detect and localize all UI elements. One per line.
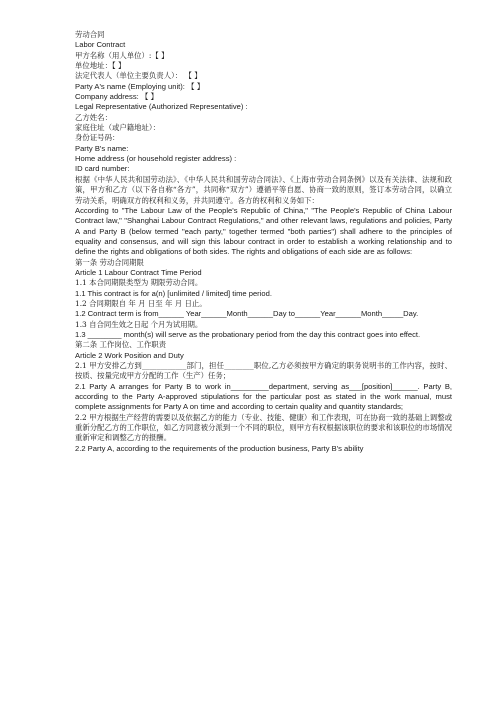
clause-2-1-en: 2.1 Party A arranges for Party B to work in_________department, serving as___[position]______. Party B, according to the Party A-approved stipulations for the particular post as stated in the work manual, must complete assignments for Party A on time and according to certain quality and quantity standards;: [75, 381, 452, 412]
title-en: Labor Contract: [75, 40, 126, 50]
clause-1-1-cn: 1.1 本合同期限类型为 期限劳动合同。: [75, 278, 203, 288]
preamble-cn: 根据《中华人民共和国劳动法》、《中华人民共和国劳动合同法》、《上海市劳动合同条例》以及有关法律、法规和政策，甲方和乙方（以下各自称“各方”，共同称“双方”）遵循平等自愿、协商一致的原则，签订本劳动合同，以确立劳动关系，明确双方的权利和义务，并共同遵守。各方的权利和义务如下：: [75, 174, 452, 205]
clause-1-1-en: 1.1 This contract is for a(n) [unlimited / limited] time period.: [75, 288, 272, 298]
company-address-en: Company address: 【 】: [75, 92, 159, 102]
party-b-name-cn: 乙方姓名：: [75, 112, 112, 122]
article1-heading-en: Article 1 Labour Contract Time Period: [75, 267, 202, 277]
party-a-name-cn: 甲方名称（用人单位）:【 】: [75, 50, 169, 60]
home-address-en: Home address (or household register address) :: [75, 154, 237, 164]
legal-rep-en: Legal Representative (Authorized Representative) :: [75, 102, 248, 112]
home-address-cn: 家庭住址（或户籍地址）：: [75, 123, 160, 133]
article2-heading-cn: 第二条 工作岗位、工作职责: [75, 340, 167, 350]
clause-1-2-en: 1.2 Contract term is from______ Year______Month______Day to______Year______Month_____Day.: [75, 309, 419, 319]
party-b-name-en: Party B's name:: [75, 143, 129, 153]
clause-2-2-en: 2.2 Party A, according to the requirements of the production business, Party B's ability: [75, 443, 364, 453]
title-cn: 劳动合同: [75, 30, 105, 39]
id-card-en: ID card number:: [75, 164, 130, 174]
clause-1-3-en: 1.3 ________ month(s) will serve as the probationary period from the day this contract goes into effect.: [75, 329, 421, 339]
clause-1-3-cn: 1.3 自合同生效之日起 个月为试用期。: [75, 319, 203, 329]
id-number-cn: 身份证号码：: [75, 133, 120, 143]
article1-heading-cn: 第一条 劳动合同期限: [75, 257, 144, 267]
party-a-legal-rep-cn: 法定代表人（单位主要负责人）： 【 】: [75, 71, 202, 81]
clause-2-1-cn: 2.1 甲方安排乙方到____________部门，担任________职位,乙方必须按甲方确定的职务说明书的工作内容，按时、按质、按量完成甲方分配的工作（生产）任务；: [75, 361, 452, 381]
article2-heading-en: Article 2 Work Position and Duty: [75, 350, 184, 360]
preamble-en: According to "The Labour Law of the People's Republic of China," "The People's Republic of China Labour Contract law," "Shanghai Labour Contract Regulations," and other relevant laws, regulations and policies, Party A and Party B (below termed "each party," together termed "both parties") shall adhere to the principles of equality and consensus, and will sign this labour contract in order to establish a working relationship and to define the rights and obligations of both sides. The rights and obligations of each side are as follows:: [75, 205, 452, 257]
clause-2-2-cn: 2.2 甲方根据生产经营的需要以及依据乙方的能力（专业、技能、健康）和工作表现，可在协商一致的基础上调整或重新分配乙方的工作职位，如乙方同意被分派到一个不同的职位，则甲方有权根据该职位的要求和该职位的市场情况重新审定和调整乙方的报酬。: [75, 412, 452, 443]
clause-1-2-cn: 1.2 合同期限自 年 月 日至 年 月 日止。: [75, 298, 207, 308]
party-a-address-cn: 单位地址：【 】: [75, 61, 126, 71]
party-a-name-en: Party A's name (Employing unit): 【 】: [75, 81, 205, 91]
